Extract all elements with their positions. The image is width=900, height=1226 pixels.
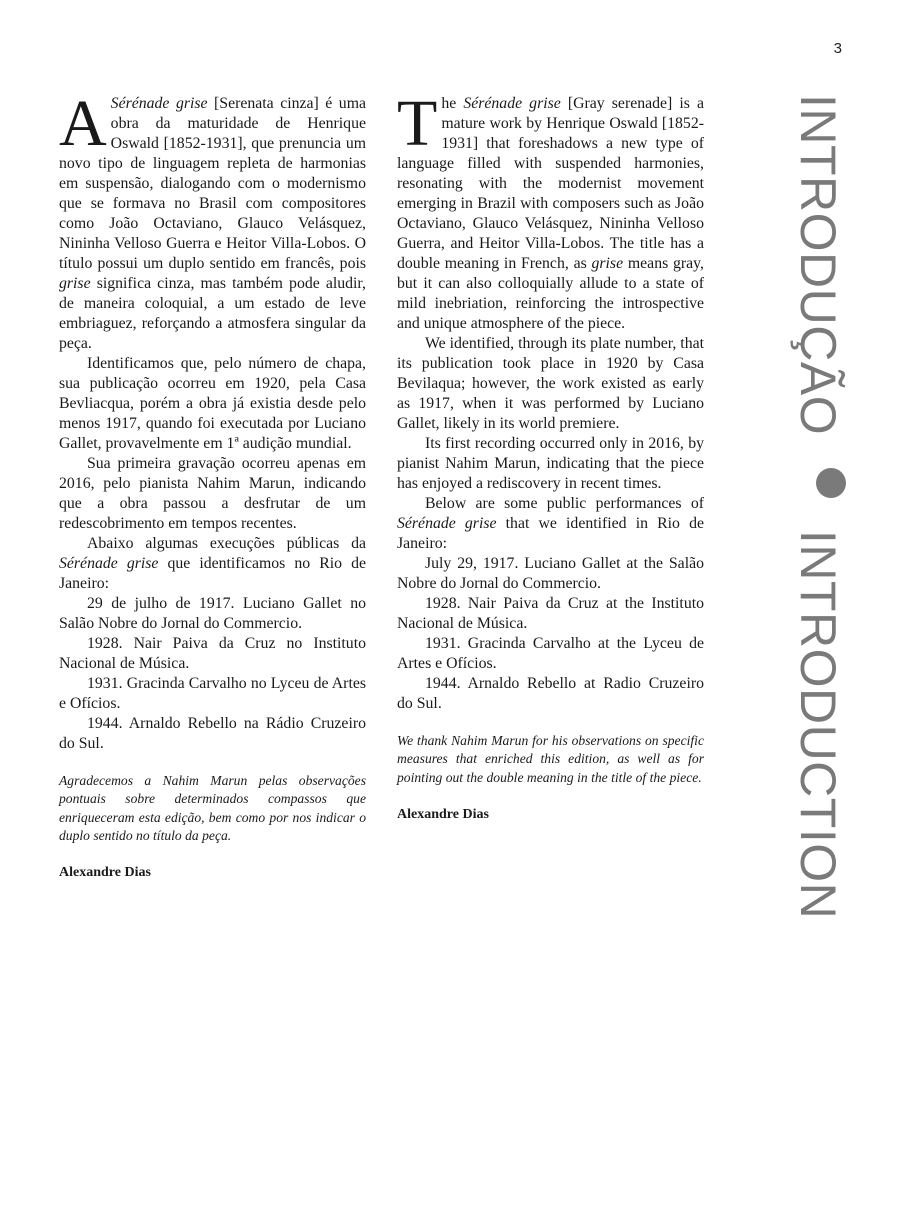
pt-paragraph-2: Identificamos que, pelo número de chapa, sua publicação ocorreu em 1920, pela Casa Bevliacqua, porém a obra já existia desde pelo menos 1917, quando foi executada por Luciano Gallet, provavelmente em 1ª audição mundial. [59,355,366,452]
en-work-title: Sérénade grise [463,95,561,112]
pt-paragraph-1 [59,87,366,354]
pt-dropcap: A [59,87,107,160]
en-dropcap: T [397,87,438,160]
en-acknowledgement-note: We thank Nahim Marun for his observations on specific measures that enriched this edition, as well as for pointing out the double meaning in the title of the piece. [397,733,704,785]
en-p1-lead: he [441,95,464,112]
en-p4-work-title: Sérénade grise [397,515,497,532]
en-performance-item: 1944. Arnaldo Rebello at Radio Cruzeiro do Sul. [397,675,704,712]
section-title-vertical [790,94,846,920]
en-paragraph-3: Its first recording occurred only in 2016, by pianist Nahim Marun, indicating that the piece has enjoyed a rediscovery in recent times. [397,435,704,492]
pt-performance-item: 1928. Nair Paiva da Cruz no Instituto Nacional de Música. [59,635,366,672]
pt-p1-text-a: [Serenata cinza] é uma obra da maturidade de Henrique Oswald [1852-1931], que prenuncia um novo tipo de linguagem repleta de harmonias em suspensão, dialogando com o modernismo que se formava no Brasil com compositores como João Octaviano, Glauco Velásquez, Nininha Velloso Guerra e Heitor Villa-Lobos. O título possui um duplo sentido em francês, pois [59,95,366,272]
bullet-dot-icon [816,468,846,498]
pt-author-signature: Alexandre Dias [59,865,151,881]
en-p4-text-a: Below are some public performances of [425,495,704,512]
pt-acknowledgement-note: Agradecemos a Nahim Marun pelas observações pontuais sobre determinados compassos que enriqueceram esta edição, bem como por nos indicar o duplo sentido no título da peça. [59,773,366,843]
en-p1-text-a: [Gray serenade] is a mature work by Henrique Oswald [1852-1931] that foreshadows a new type of language filled with suspended harmonies, resonating with the modernist movement emerging in Brazil with composers such as João Octaviano, Glauco Velásquez, Nininha Velloso Guerra, and Heitor Villa-Lobos. The title has a double meaning in French, as [397,95,704,272]
pt-performance-item: 1944. Arnaldo Rebello na Rádio Cruzeiro do Sul. [59,715,366,752]
pt-work-title: Sérénade grise [110,95,208,112]
pt-p1-text-b: significa cinza, mas também pode aludir, de maneira coloquial, a um estado de leve embriaguez, reforçando a atmosfera singular da peça. [59,275,366,352]
en-performance-item: 1931. Gracinda Carvalho at the Lyceu de Artes e Ofícios. [397,635,704,672]
pt-paragraph-3: Sua primeira gravação ocorreu apenas em 2016, pelo pianista Nahim Marun, indicando que a obra passou a desfrutar de um redescobrimento em tempos recentes. [59,455,366,532]
en-paragraph-1 [397,87,704,334]
pt-p4-work-title: Sérénade grise [59,555,159,572]
page-number: 3 [833,40,842,57]
en-paragraph-4 [397,494,704,554]
section-title-pt: INTRODUÇÃO [790,94,846,436]
en-author-signature: Alexandre Dias [397,806,489,822]
portuguese-column [59,87,366,883]
pt-paragraph-4 [59,534,366,594]
en-p4-text-b: that we identified in Rio de Janeiro: [397,515,704,552]
english-column [397,87,704,825]
pt-performance-item: 29 de julho de 1917. Luciano Gallet no Salão Nobre do Jornal do Commercio. [59,595,366,632]
pt-performance-item: 1931. Gracinda Carvalho no Lyceu de Artes e Ofícios. [59,675,366,712]
pt-p4-text-b: que identificamos no Rio de Janeiro: [59,555,366,592]
en-p1-text-b: means gray, but it can also colloquially allude to a state of mild inebriation, reinforcing the introspective and unique atmosphere of the piece. [397,255,704,332]
en-performance-item: 1928. Nair Paiva da Cruz at the Instituto Nacional de Música. [397,595,704,632]
pt-grise-word: grise [59,275,91,292]
section-title-en: INTRODUCTION [790,529,846,920]
pt-p4-text-a: Abaixo algumas execuções públicas da [87,535,366,552]
en-paragraph-2: We identified, through its plate number, that its publication took place in 1920 by Casa Bevilaqua; however, the work existed as early as 1917, when it was performed by Luciano Gallet, likely in its world premiere. [397,335,704,432]
en-performance-item: July 29, 1917. Luciano Gallet at the Salão Nobre do Jornal do Commercio. [397,555,704,592]
en-grise-word: grise [591,255,624,272]
